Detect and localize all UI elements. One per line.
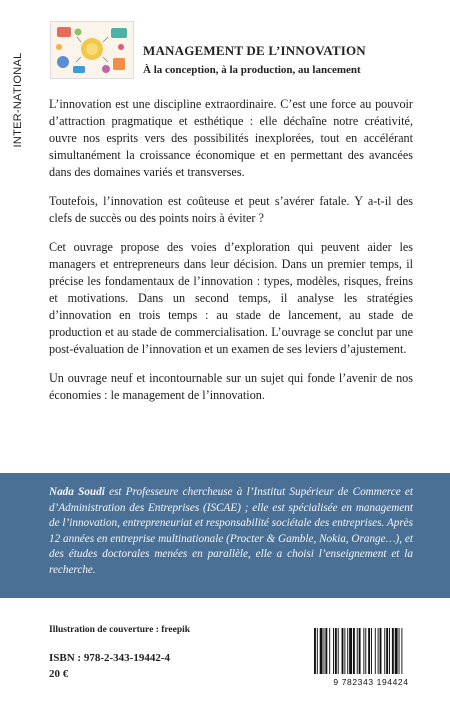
barcode-bar bbox=[389, 628, 390, 674]
price: 20 € bbox=[49, 668, 69, 680]
barcode-bar bbox=[386, 628, 388, 674]
barcode-bar bbox=[347, 628, 348, 674]
barcode-bar bbox=[349, 628, 352, 674]
book-subtitle: À la conception, à la production, au lancement bbox=[143, 64, 361, 76]
barcode-bar bbox=[395, 628, 398, 674]
illustration-credit: Illustration de couverture : freepik bbox=[49, 625, 191, 635]
barcode-bar bbox=[329, 628, 330, 674]
author-name: Nada Soudi bbox=[49, 486, 105, 498]
barcode-bar bbox=[344, 628, 345, 674]
cover-thumbnail-art bbox=[51, 22, 133, 78]
summary-paragraph: Un ouvrage neuf et incontournable sur un sujet qui fonde l’avenir de nos économies : le management de l’innovation. bbox=[49, 371, 413, 402]
barcode-bar bbox=[392, 628, 394, 674]
summary-paragraph: Toutefois, l’innovation est coûteuse et peut s’avérer fatale. Y a-t-il des clefs de succès ou des points noirs à éviter ? bbox=[49, 194, 413, 225]
barcode-icon bbox=[310, 628, 432, 688]
barcode-bar bbox=[375, 628, 376, 674]
barcode-bar bbox=[371, 628, 372, 674]
barcode-bar bbox=[399, 628, 400, 674]
barcode-bar bbox=[317, 628, 318, 674]
author-bio-text: est Professeure chercheuse à l’Institut Supérieur de Commerce et d’Administration des Entreprises (ISCAE) ; elle est spécialisée en management de l’innovation, entrepreneuriat et responsabilité sociétale des entreprises. Après 12 années en entreprise multinationale (Procter & Gamble, Nokia, Orange…), et des études doctorales menées en parallèle, elle a choisi l’enseignement et la recherche. bbox=[49, 486, 413, 576]
barcode-bar bbox=[384, 628, 385, 674]
barcode-bar bbox=[338, 628, 339, 674]
barcode-bar bbox=[368, 628, 370, 674]
barcode-bar bbox=[378, 628, 379, 674]
summary-paragraph: Cet ouvrage propose des voies d’exploration qui peuvent aider les managers et entrepreneurs dans leur décision. Dans un premier temps, il précise les fondamentaux de l’innovation : types, modèles, risques, freins et motivations. Dans un second temps, il analyse les stratégies d’innovation en trois temps : au stade de lancement, au stade de production et au stade de commercialisation. L’ouvrage se conclut par une post-évaluation de l’innovation et un examen de ses leviers d’ajustement. bbox=[49, 240, 413, 356]
barcode-bar bbox=[401, 628, 402, 674]
summary-paragraph: L’innovation est une discipline extraordinaire. C’est une force au pouvoir d’attraction pragmatique et esthétique : elle déchaîne notre créativité, ouvre nos esprits vers des possibilités inexplorées, tout en accélérant simultanément la croissance économique et en permettant des avancées dans des domaines variés et transverses. bbox=[49, 97, 413, 179]
barcode-bar bbox=[342, 628, 344, 674]
back-cover-summary bbox=[49, 96, 413, 416]
author-band bbox=[0, 473, 450, 598]
barcode-bar bbox=[353, 628, 355, 674]
author-bio bbox=[49, 485, 413, 578]
barcode-bar bbox=[335, 628, 337, 674]
barcode-digits: 9 782343 194424 bbox=[333, 677, 409, 687]
isbn: ISBN : 978-2-343-19442-4 bbox=[49, 652, 170, 664]
barcode-bar bbox=[324, 628, 325, 674]
barcode-bars bbox=[310, 628, 432, 676]
barcode-bar bbox=[363, 628, 364, 674]
barcode-bar bbox=[365, 628, 366, 674]
book-title: MANAGEMENT DE L’INNOVATION bbox=[143, 43, 366, 58]
barcode-bar bbox=[314, 628, 316, 674]
barcode-bar bbox=[320, 628, 323, 674]
series-label bbox=[7, 40, 29, 160]
barcode-bar bbox=[325, 628, 327, 674]
cover-thumbnail-icon bbox=[50, 21, 134, 79]
series-label-text: INTER-NATIONAL bbox=[12, 52, 24, 148]
barcode-bar bbox=[380, 628, 382, 674]
barcode-bar bbox=[333, 628, 334, 674]
barcode-bar bbox=[357, 628, 358, 674]
barcode-bar bbox=[359, 628, 361, 674]
